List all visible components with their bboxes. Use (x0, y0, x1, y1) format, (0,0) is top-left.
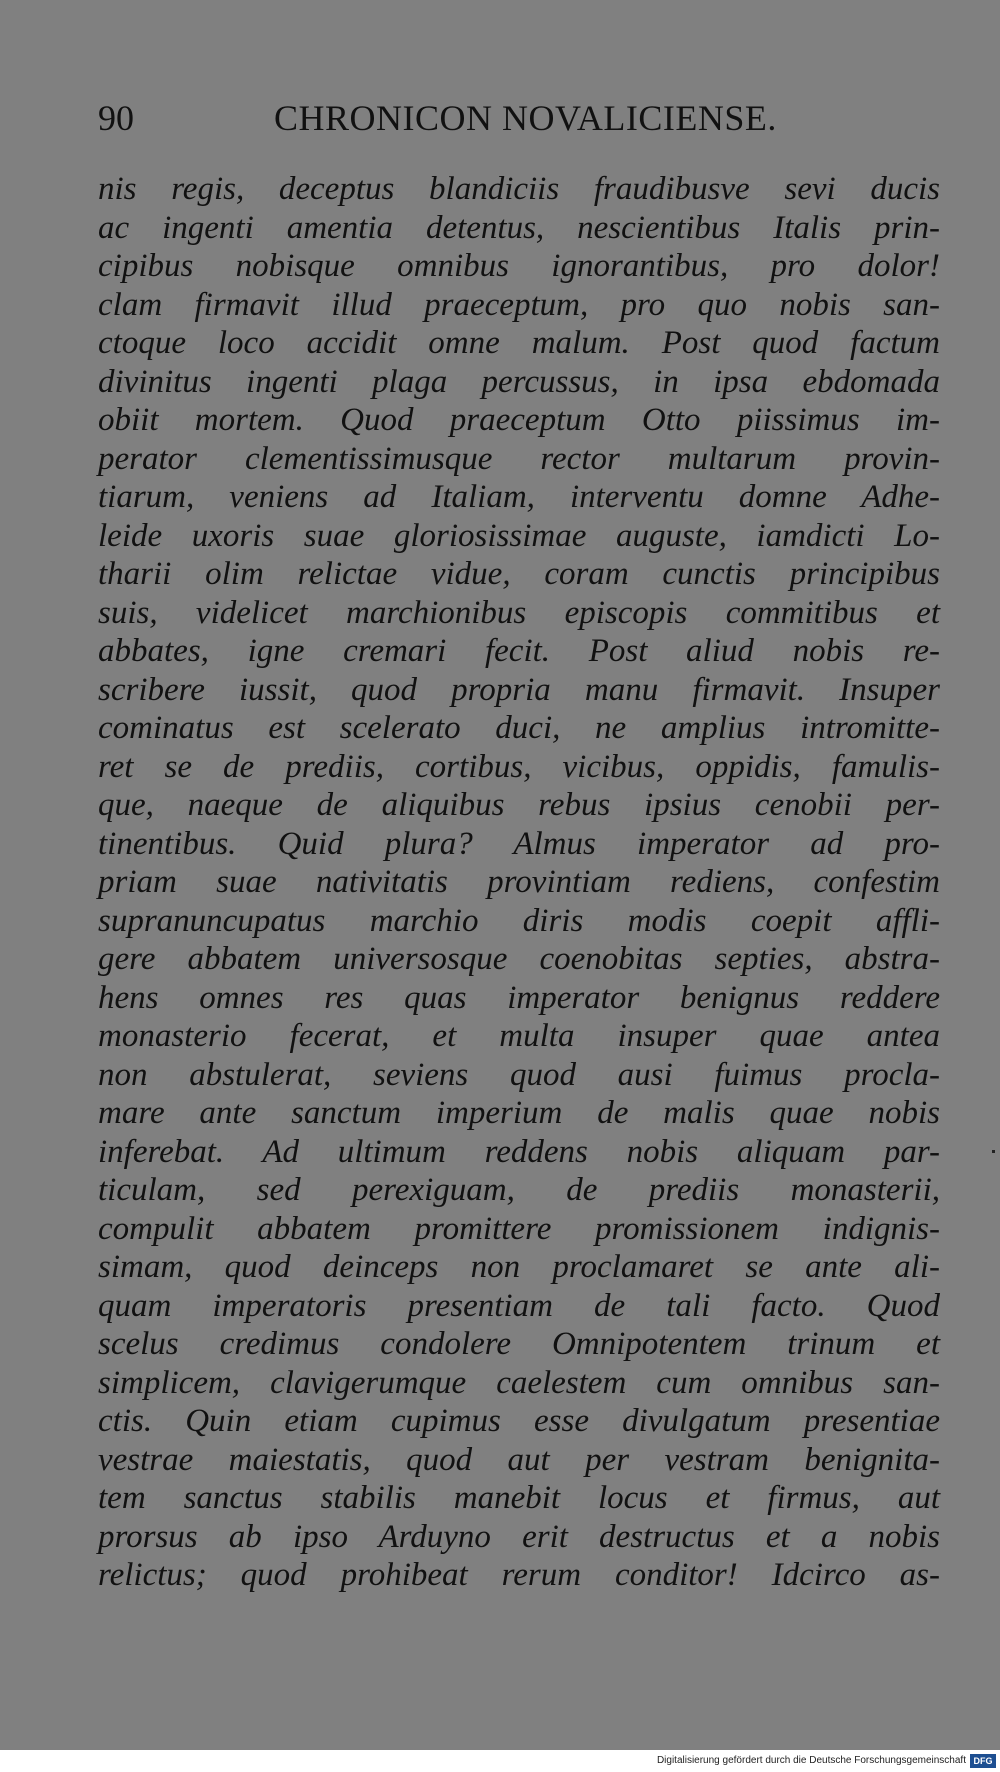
text-line: cipibus nobisque omnibus ignorantibus, pro dolor! (98, 248, 940, 284)
text-line: simam, quod deinceps non proclamaret se ante ali- (98, 1249, 940, 1285)
text-line: ac ingenti amentia detentus, nescientibus Italis prin- (98, 209, 940, 246)
text-line: prorsus ab ipso Arduyno erit destructus et a nobis (98, 1518, 940, 1555)
text-line: clam firmavit illud praeceptum, pro quo nobis san- (98, 286, 940, 323)
text-line: compulit abbatem promittere promissionem indignis- (98, 1210, 940, 1247)
text-line: hens omnes res quas imperator benignus reddere (98, 979, 940, 1016)
text-line: tharii olim relictae vidue, coram cunctis principibus (98, 556, 940, 592)
text-line: abbates, igne cremari fecit. Post aliud nobis re- (98, 633, 940, 669)
text-line: priam suae nativitatis provintiam rediens, confestim (98, 864, 940, 900)
text-line: quam imperatoris presentiam de tali facto. Quod (98, 1287, 940, 1324)
text-line: nis regis, deceptus blandiciis fraudibusve sevi ducis (98, 171, 940, 207)
digitization-credit: Digitalisierung gefördert durch die Deutsche Forschungsgemeinschaft (656, 1755, 966, 1766)
text-line: supranuncupatus marchio diris modis coepit affli- (98, 902, 940, 939)
page-number: 90 (98, 98, 134, 138)
text-line: vestrae maiestatis, quod aut per vestram benignita- (98, 1441, 940, 1478)
text-line: simplicem, clavigerumque caelestem cum omnibus san- (98, 1364, 940, 1401)
text-line: scelus credimus condolere Omnipotentem trinum et (98, 1326, 940, 1362)
text-line: tiarum, veniens ad Italiam, interventu domne Adhe- (98, 479, 940, 515)
scan-speck (992, 1150, 995, 1153)
text-line: monasterio fecerat, et multa insuper quae antea (98, 1018, 940, 1054)
text-line: scribere iussit, quod propria manu firmavit. Insuper (98, 671, 940, 708)
text-line: tinentibus. Quid plura? Almus imperator ad pro- (98, 825, 940, 862)
running-title: CHRONICON NOVALICIENSE. (274, 98, 777, 138)
text-line: perator clementissimusque rector multarum provin- (98, 440, 940, 477)
text-line: inferebat. Ad ultimum reddens nobis aliquam par- (98, 1133, 940, 1170)
dfg-logo-icon: DFG (970, 1754, 996, 1768)
text-line: ret se de prediis, cortibus, vicibus, oppidis, famulis- (98, 748, 940, 785)
text-line: cominatus est scelerato duci, ne amplius intromitte- (98, 710, 940, 746)
body-text (98, 170, 940, 1595)
text-line: mare ante sanctum imperium de malis quae nobis (98, 1095, 940, 1131)
text-line: que, naeque de aliquibus rebus ipsius cenobii per- (98, 787, 940, 823)
text-line: leide uxoris suae gloriosissimae auguste, iamdicti Lo- (98, 517, 940, 554)
text-line: tem sanctus stabilis manebit locus et firmus, aut (98, 1480, 940, 1516)
running-head (98, 96, 798, 140)
text-line: obiit mortem. Quod praeceptum Otto piissimus im- (98, 402, 940, 438)
text-line: divinitus ingenti plaga percussus, in ipsa ebdomada (98, 363, 940, 400)
text-line: suis, videlicet marchionibus episcopis commitibus et (98, 594, 940, 631)
text-line: ctoque loco accidit omne malum. Post quod factum (98, 325, 940, 361)
digitization-footer (0, 1750, 1000, 1772)
text-line: non abstulerat, seviens quod ausi fuimus procla- (98, 1056, 940, 1093)
text-line: relictus; quod prohibeat rerum conditor! Idcirco as- (98, 1557, 940, 1593)
text-line: ticulam, sed perexiguam, de prediis monasterii, (98, 1172, 940, 1208)
text-line: ctis. Quin etiam cupimus esse divulgatum presentiae (98, 1403, 940, 1439)
text-line: gere abbatem universosque coenobitas septies, abstra- (98, 941, 940, 977)
